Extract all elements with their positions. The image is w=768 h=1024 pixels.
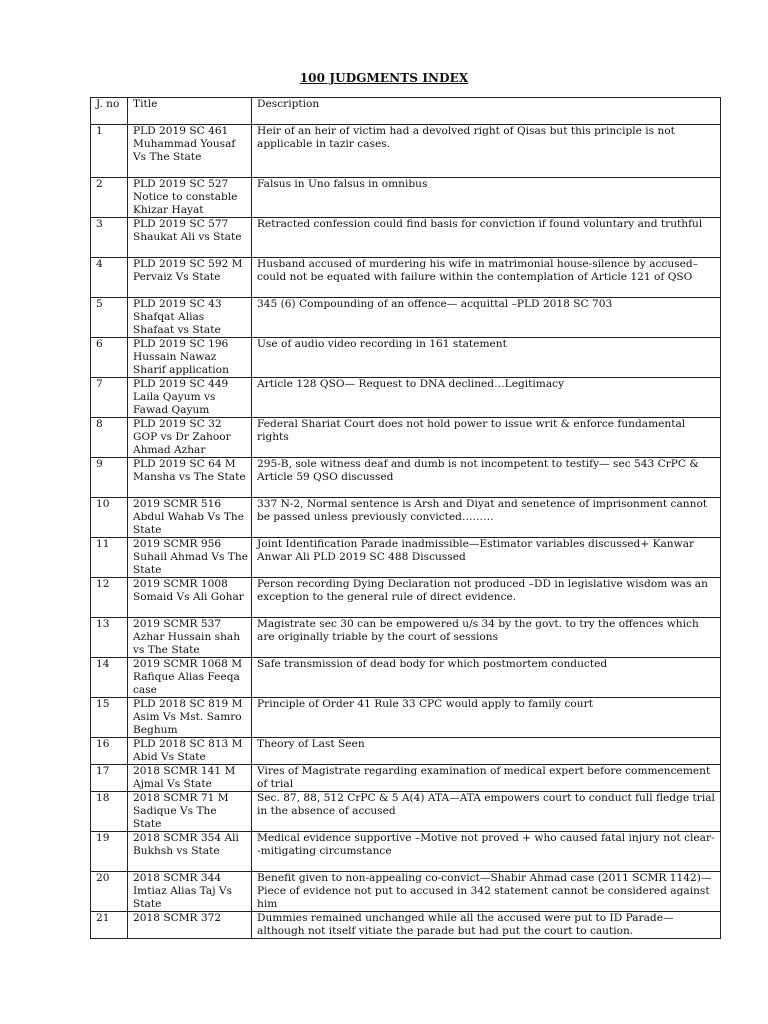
cell-no: 16 — [91, 738, 128, 765]
cell-description: Sec. 87, 88, 512 CrPC & 5 A(4) ATA—ATA empowers court to conduct full fledge trial in the absence of accused — [252, 792, 721, 832]
cell-no: 12 — [91, 578, 128, 618]
page-title: 100 JUDGMENTS INDEX — [299, 71, 469, 85]
cell-no: 9 — [91, 458, 128, 498]
table-row — [91, 258, 721, 298]
cell-description: Husband accused of murdering his wife in matrimonial house-silence by accused–could not be equated with failure within the contemplation of Article 121 of QSO — [252, 258, 721, 298]
table-row — [91, 872, 721, 912]
cell-description: Person recording Dying Declaration not produced –DD in legislative wisdom was an exception to the general rule of direct evidence. — [252, 578, 721, 618]
cell-title: PLD 2019 SC 43 Shafqat Alias Shafaat vs State — [128, 298, 252, 338]
table-row — [91, 178, 721, 218]
cell-description: Medical evidence supportive –Motive not proved + who caused fatal injury not clear--mitigating circumstance — [252, 832, 721, 872]
cell-title: 2019 SCMR 956 Suhail Ahmad Vs The State — [128, 538, 252, 578]
cell-no: 11 — [91, 538, 128, 578]
table-row — [91, 618, 721, 658]
table-row — [91, 125, 721, 178]
table-row — [91, 832, 721, 872]
table-row — [91, 418, 721, 458]
table-row — [91, 698, 721, 738]
cell-description: Magistrate sec 30 can be empowered u/s 34 by the govt. to try the offences which are originally triable by the court of sessions — [252, 618, 721, 658]
cell-description: Theory of Last Seen — [252, 738, 721, 765]
cell-description: Principle of Order 41 Rule 33 CPC would apply to family court — [252, 698, 721, 738]
cell-no: 2 — [91, 178, 128, 218]
table-body — [91, 125, 721, 939]
cell-title: 2018 SCMR 354 Ali Bukhsh vs State — [128, 832, 252, 872]
cell-description: Retracted confession could find basis for conviction if found voluntary and truthful — [252, 218, 721, 258]
cell-title: 2018 SCMR 71 M Sadique Vs The State — [128, 792, 252, 832]
cell-title: PLD 2019 SC 64 M Mansha vs The State — [128, 458, 252, 498]
cell-title: PLD 2018 SC 813 M Abid Vs State — [128, 738, 252, 765]
table-row — [91, 578, 721, 618]
cell-no: 6 — [91, 338, 128, 378]
judgments-table — [90, 97, 721, 939]
cell-no: 15 — [91, 698, 128, 738]
cell-no: 18 — [91, 792, 128, 832]
cell-title: PLD 2019 SC 577 Shaukat Ali vs State — [128, 218, 252, 258]
table-header-row — [91, 98, 721, 125]
table-row — [91, 458, 721, 498]
table-row — [91, 912, 721, 939]
cell-no: 14 — [91, 658, 128, 698]
cell-description: Use of audio video recording in 161 statement — [252, 338, 721, 378]
cell-no: 21 — [91, 912, 128, 939]
cell-no: 7 — [91, 378, 128, 418]
table-row — [91, 792, 721, 832]
cell-description: Article 128 QSO— Request to DNA declined…Legitimacy — [252, 378, 721, 418]
table-row — [91, 218, 721, 258]
cell-title: PLD 2019 SC 527 Notice to constable Khizar Hayat — [128, 178, 252, 218]
cell-title: 2019 SCMR 537 Azhar Hussain shah vs The State — [128, 618, 252, 658]
cell-description: Joint Identification Parade inadmissible—Estimator variables discussed+ Kanwar Anwar Ali PLD 2019 SC 488 Discussed — [252, 538, 721, 578]
cell-no: 8 — [91, 418, 128, 458]
cell-description: Federal Shariat Court does not hold power to issue writ & enforce fundamental rights — [252, 418, 721, 458]
cell-no: 17 — [91, 765, 128, 792]
cell-title: PLD 2018 SC 819 M Asim Vs Mst. Samro Beghum — [128, 698, 252, 738]
cell-no: 4 — [91, 258, 128, 298]
cell-description: Safe transmission of dead body for which postmortem conducted — [252, 658, 721, 698]
cell-title: PLD 2019 SC 196 Hussain Nawaz Sharif application — [128, 338, 252, 378]
cell-title: 2018 SCMR 141 M Ajmal Vs State — [128, 765, 252, 792]
cell-title: 2019 SCMR 1008 Somaid Vs Ali Gohar — [128, 578, 252, 618]
table-row — [91, 538, 721, 578]
table-row — [91, 498, 721, 538]
table-row — [91, 338, 721, 378]
cell-title: PLD 2019 SC 592 M Pervaiz Vs State — [128, 258, 252, 298]
cell-no: 19 — [91, 832, 128, 872]
cell-description: 345 (6) Compounding of an offence— acquittal –PLD 2018 SC 703 — [252, 298, 721, 338]
cell-no: 20 — [91, 872, 128, 912]
cell-no: 13 — [91, 618, 128, 658]
cell-title: PLD 2019 SC 32 GOP vs Dr Zahoor Ahmad Azhar — [128, 418, 252, 458]
cell-title: PLD 2019 SC 449 Laila Qayum vs Fawad Qayum — [128, 378, 252, 418]
cell-title: 2019 SCMR 1068 M Rafique Alias Feeqa case — [128, 658, 252, 698]
cell-description: Vires of Magistrate regarding examination of medical expert before commencement of trial — [252, 765, 721, 792]
header-title: Title — [128, 98, 252, 125]
cell-title: 2019 SCMR 516 Abdul Wahab Vs The State — [128, 498, 252, 538]
cell-no: 10 — [91, 498, 128, 538]
cell-description: 337 N-2, Normal sentence is Arsh and Diyat and senetence of imprisonment cannot be passed unless previously convicted……… — [252, 498, 721, 538]
table-row — [91, 765, 721, 792]
cell-description: Benefit given to non-appealing co-convict—Shabir Ahmad case (2011 SCMR 1142)—Piece of evidence not put to accused in 342 statement cannot be considered against him — [252, 872, 721, 912]
header-no: J. no — [91, 98, 128, 125]
cell-no: 1 — [91, 125, 128, 178]
table-row — [91, 378, 721, 418]
cell-title: 2018 SCMR 372 — [128, 912, 252, 939]
cell-no: 3 — [91, 218, 128, 258]
cell-no: 5 — [91, 298, 128, 338]
cell-title: PLD 2019 SC 461 Muhammad Yousaf Vs The State — [128, 125, 252, 178]
cell-description: Heir of an heir of victim had a devolved right of Qisas but this principle is not applicable in tazir cases. — [252, 125, 721, 178]
cell-title: 2018 SCMR 344 Imtiaz Alias Taj Vs State — [128, 872, 252, 912]
table-row — [91, 658, 721, 698]
cell-description: Dummies remained unchanged while all the accused were put to ID Parade— although not itself vitiate the parade but had put the court to caution. — [252, 912, 721, 939]
cell-description: Falsus in Uno falsus in omnibus — [252, 178, 721, 218]
header-description: Description — [252, 98, 721, 125]
table-row — [91, 738, 721, 765]
table-row — [91, 298, 721, 338]
cell-description: 295-B, sole witness deaf and dumb is not incompetent to testify— sec 543 CrPC & Article 59 QSO discussed — [252, 458, 721, 498]
